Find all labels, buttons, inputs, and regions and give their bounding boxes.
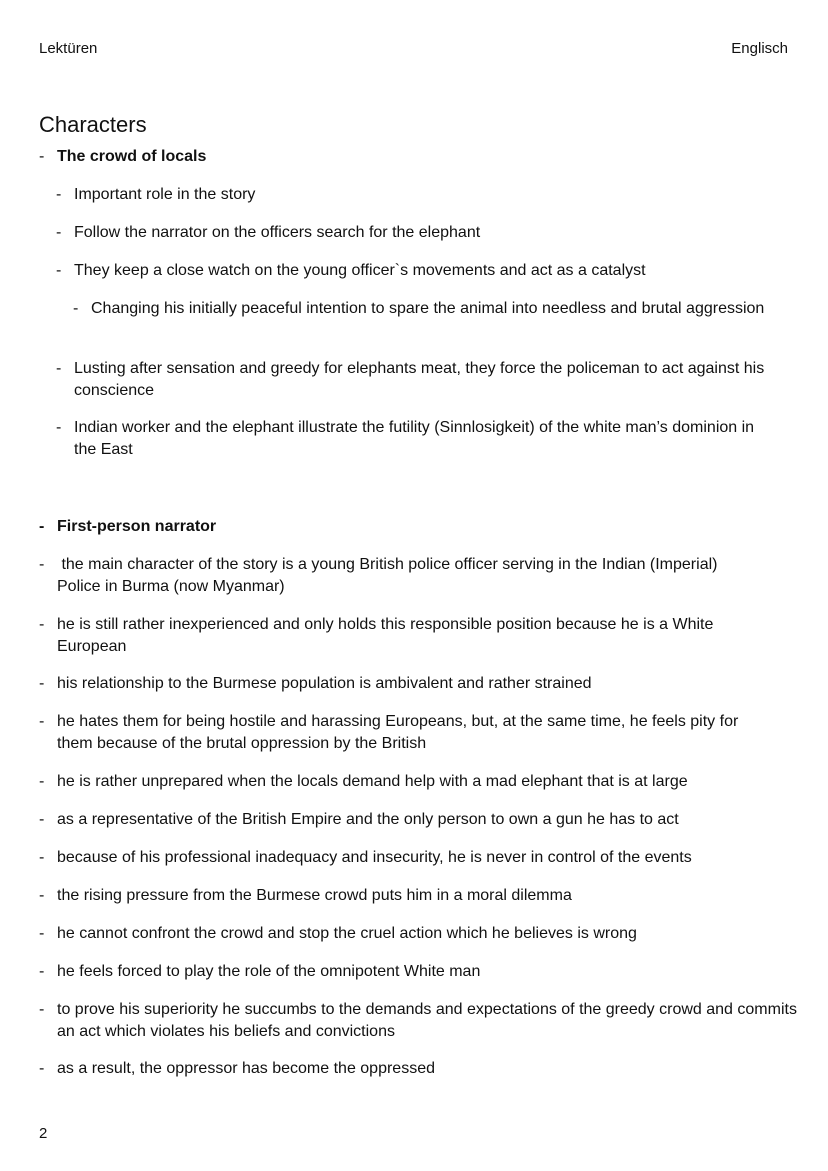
section-title-narrator: First-person narrator — [57, 518, 217, 535]
list-item-text: because of his professional inadequacy and insecurity, he is never in control of the events — [57, 849, 692, 866]
list-item — [39, 809, 797, 831]
list-item-text: Important role in the story — [74, 186, 256, 203]
bullet-dash: - — [56, 262, 62, 279]
bullet-dash: - — [56, 186, 62, 203]
list-item — [39, 1058, 797, 1080]
bullet-dash: - — [39, 1060, 45, 1077]
section-narrator — [39, 516, 787, 538]
bullet-dash: - — [39, 887, 45, 904]
header-course: Englisch — [731, 40, 788, 57]
page-number: 2 — [39, 1125, 48, 1142]
list-item — [39, 554, 757, 598]
bullet-dash: - — [39, 773, 45, 790]
list-item-text: he is still rather inexperienced and only holds this responsible position because he is a White European — [57, 616, 714, 655]
bullet-dash: - — [39, 963, 45, 980]
section-title-crowd: The crowd of locals — [57, 148, 207, 165]
bullet-dash: - — [39, 675, 45, 692]
bullet-dash: - — [56, 224, 62, 241]
bullet-dash: - — [39, 148, 45, 165]
list-item — [56, 222, 794, 244]
bullet-dash: - — [39, 713, 45, 730]
list-item — [39, 999, 797, 1043]
list-item-text: the rising pressure from the Burmese crowd puts him in a moral dilemma — [57, 887, 572, 904]
bullet-dash: - — [73, 300, 79, 317]
bullet-dash: - — [39, 518, 45, 535]
list-item — [39, 711, 777, 755]
list-item — [39, 961, 797, 983]
bullet-dash: - — [56, 360, 62, 377]
bullet-dash: - — [39, 1001, 45, 1018]
list-item-text: he hates them for being hostile and harassing Europeans, but, at the same time, he feels pity for them because of the brutal oppression by the British — [57, 713, 739, 752]
list-item — [39, 923, 797, 945]
bullet-dash: - — [39, 849, 45, 866]
list-item-nested — [73, 298, 771, 320]
bullet-dash: - — [39, 811, 45, 828]
list-item-text: the main character of the story is a young British police officer serving in the Indian (Imperial) Police in Burma (now Myanmar) — [57, 556, 722, 595]
list-item-text: he feels forced to play the role of the omnipotent White man — [57, 963, 481, 980]
list-item-text: Changing his initially peaceful intention to spare the animal into needless and brutal aggression — [91, 300, 765, 317]
list-item — [39, 614, 777, 658]
list-item-text: as a result, the oppressor has become the oppressed — [57, 1060, 435, 1077]
bullet-dash: - — [39, 925, 45, 942]
section-crowd — [39, 146, 787, 168]
page-title: Characters — [39, 112, 147, 137]
list-item-text: he cannot confront the crowd and stop the cruel action which he believes is wrong — [57, 925, 637, 942]
list-item — [39, 885, 797, 907]
bullet-dash: - — [56, 419, 62, 436]
list-item-text: Lusting after sensation and greedy for elephants meat, they force the policeman to act against his conscience — [74, 360, 765, 399]
list-item — [56, 184, 794, 206]
list-item-text: to prove his superiority he succumbs to the demands and expectations of the greedy crowd and commits an act which violates his beliefs and convictions — [57, 1001, 797, 1040]
list-item-text: Follow the narrator on the officers search for the elephant — [74, 224, 481, 241]
bullet-dash: - — [39, 556, 45, 573]
list-item — [39, 847, 797, 869]
list-item-text: Indian worker and the elephant illustrate the futility (Sinnlosigkeit) of the white man’s dominion in the East — [74, 419, 755, 458]
list-item — [56, 260, 794, 282]
list-item-text: They keep a close watch on the young officer`s movements and act as a catalyst — [74, 262, 646, 279]
list-item-text: his relationship to the Burmese population is ambivalent and rather strained — [57, 675, 592, 692]
list-item — [56, 417, 764, 461]
list-item-text: as a representative of the British Empire and the only person to own a gun he has to act — [57, 811, 679, 828]
list-item-text: he is rather unprepared when the locals demand help with a mad elephant that is at large — [57, 773, 688, 790]
bullet-dash: - — [39, 616, 45, 633]
list-item — [56, 358, 774, 402]
list-item — [39, 771, 797, 793]
header-subject: Lektüren — [39, 40, 98, 57]
list-item — [39, 673, 787, 695]
